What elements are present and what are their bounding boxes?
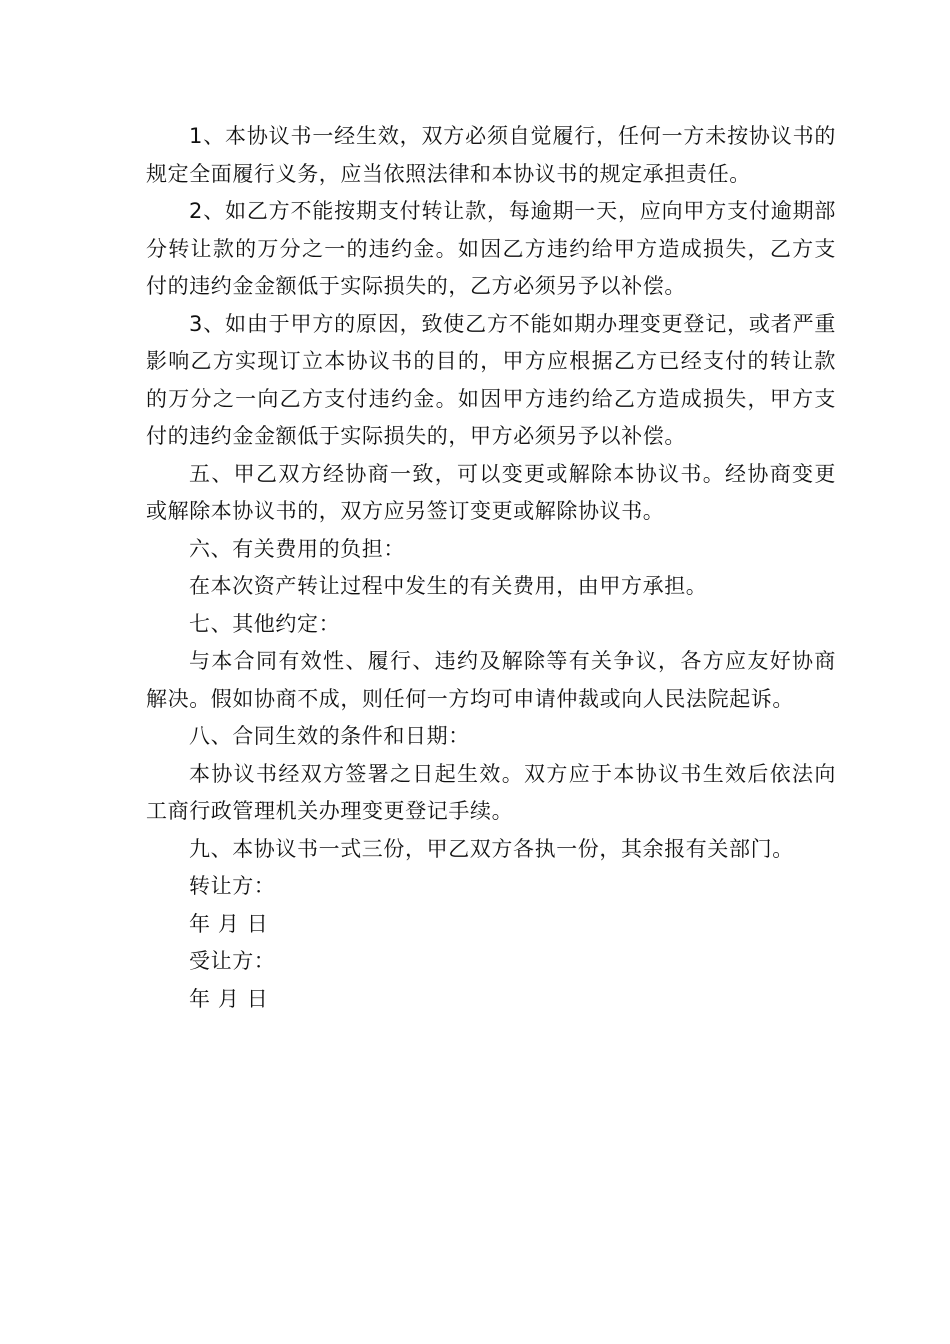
clause-6-heading: 六、有关费用的负担：: [189, 536, 405, 561]
clause-5-amendment: 五、甲乙双方经协商一致，可以变更或解除本协议书。经协商变更或解除本协议书的，双方应另签订变更或解除协议书。: [146, 461, 836, 523]
transferor-date-label: 年 月 日: [189, 911, 269, 936]
clause-breach-party-a: 3、如由于甲方的原因，致使乙方不能如期办理变更登记，或者严重影响乙方实现订立本协议书的目的，甲方应根据乙方已经支付的转让款的万分之一向乙方支付违约金。如因甲方违约给乙方造成损失，甲方支付的违约金金额低于实际损失的，甲方必须另予以补偿。: [146, 311, 836, 448]
clause-8-body: 本协议书经双方签署之日起生效。双方应于本协议书生效后依法向工商行政管理机关办理变更登记手续。: [146, 761, 836, 823]
clause-6-body: 在本次资产转让过程中发生的有关费用，由甲方承担。: [189, 574, 708, 598]
clause-7-body: 与本合同有效性、履行、违约及解除等有关争议，各方应友好协商解决。假如协商不成，则任何一方均可申请仲裁或向人民法院起诉。: [146, 649, 836, 711]
transferee-date-label: 年 月 日: [189, 986, 269, 1011]
transferee-signature-label: 受让方：: [189, 949, 276, 973]
clause-8-heading: 八、合同生效的条件和日期：: [189, 724, 470, 748]
clause-9-copies: 九、本协议书一式三份，甲乙双方各执一份，其余报有关部门。: [189, 836, 794, 861]
clause-breach-general: 1、本协议书一经生效，双方必须自觉履行，任何一方未按协议书的规定全面履行义务，应当依照法律和本协议书的规定承担责任。: [146, 124, 836, 186]
transferor-signature-label: 转让方：: [189, 874, 276, 898]
clause-7-heading: 七、其他约定：: [189, 611, 341, 636]
document-page: [146, 118, 836, 1018]
clause-breach-party-b: 2、如乙方不能按期支付转让款，每逾期一天，应向甲方支付逾期部分转让款的万分之一的违约金。如因乙方违约给甲方造成损失，乙方支付的违约金金额低于实际损失的，乙方必须另予以补偿。: [146, 199, 836, 298]
